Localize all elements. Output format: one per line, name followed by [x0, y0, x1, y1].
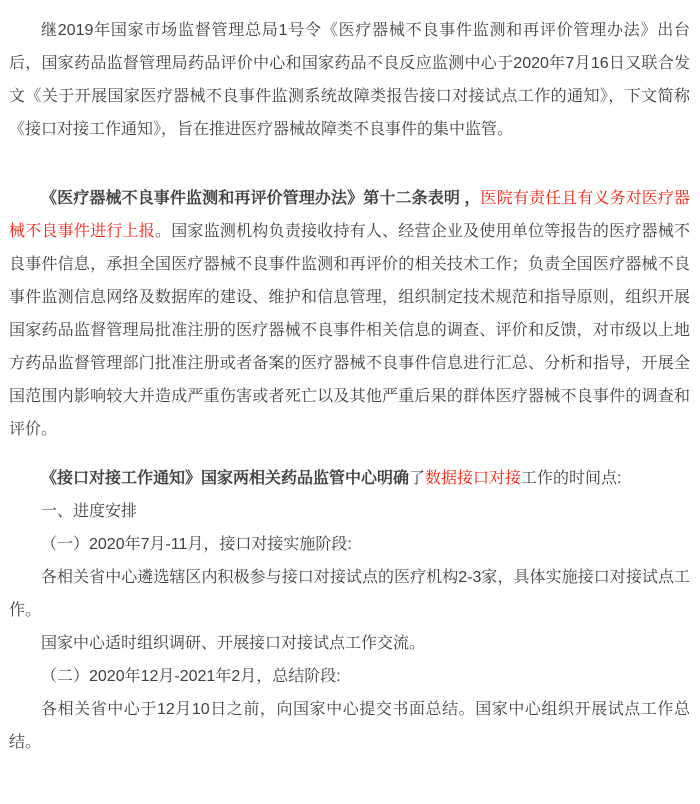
notice-connector-text: 了: [409, 470, 426, 487]
notice-title-bold-text: 《接口对接工作通知》国家两相关药品监管中心明确: [41, 470, 410, 487]
data-interface-red-highlight: 数据接口对接: [425, 470, 522, 487]
regulation-title-bold-text: 《医疗器械不良事件监测和再评价管理办法》第十二条表明 ，: [41, 190, 481, 207]
paragraph-intro: 继2019年国家市场监督管理总局1号令《医疗器械不良事件监测和再评价管理办法》出台后，国家药品监督管理局药品评价中心和国家药品不良反应监测中心于2020年7月16日又联合发文《关于开展国家医疗器械不良事件监测系统故障类报告接口对接试点工作的通知》，下文简称《接口对接工作通知》，旨在推进医疗器械故障类不良事件的集中监管。: [9, 22, 690, 138]
paragraph-phase1-pilot-selection: 各相关省中心遴选辖区内积极参与接口对接试点的医疗机构2-3家，具体实施接口对接试点工作。: [9, 569, 690, 619]
heading-progress-schedule: 一、进度安排: [41, 503, 138, 520]
paragraph-notice-timeline: [9, 462, 690, 495]
regulation-body-text: 。国家监测机构负责接收持有人、经营企业及使用单位等报告的医疗器械不良事件信息，承担全国医疗器械不良事件监测和再评价的相关技术工作；负责全国医疗器械不良事件监测信息网络及数据库的建设、维护和信息管理，组织制定技术规范和指导原则，组织开展国家药品监督管理局批准注册的医疗器械不良事件相关信息的调查、评价和反馈，对市级以上地方药品监督管理部门批准注册或者备案的医疗器械不良事件信息进行汇总、分析和指导，开展全国范围内影响较大并造成严重伤害或者死亡以及其他严重后果的群体医疗器械不良事件的调查和评价。: [9, 223, 690, 438]
hospital-duty-red-highlight: 医院有责任且有义务对医疗器械不良事件进行上报: [9, 190, 690, 240]
item-phase2-heading: （二）2020年12月-2021年2月，总结阶段:: [41, 668, 341, 685]
paragraph-phase2-summary-submission: 各相关省中心于12月10日之前，向国家中心提交书面总结。国家中心组织开展试点工作总结。: [9, 701, 690, 751]
notice-tail-text: 工作的时间点:: [521, 470, 622, 487]
paragraph-regulation-duties: [9, 182, 690, 446]
item-phase1-heading: （一）2020年7月-11月，接口对接实施阶段:: [41, 536, 352, 553]
paragraph-phase1-national-center-note: 国家中心适时组织调研、开展接口对接试点工作交流。: [41, 635, 426, 652]
